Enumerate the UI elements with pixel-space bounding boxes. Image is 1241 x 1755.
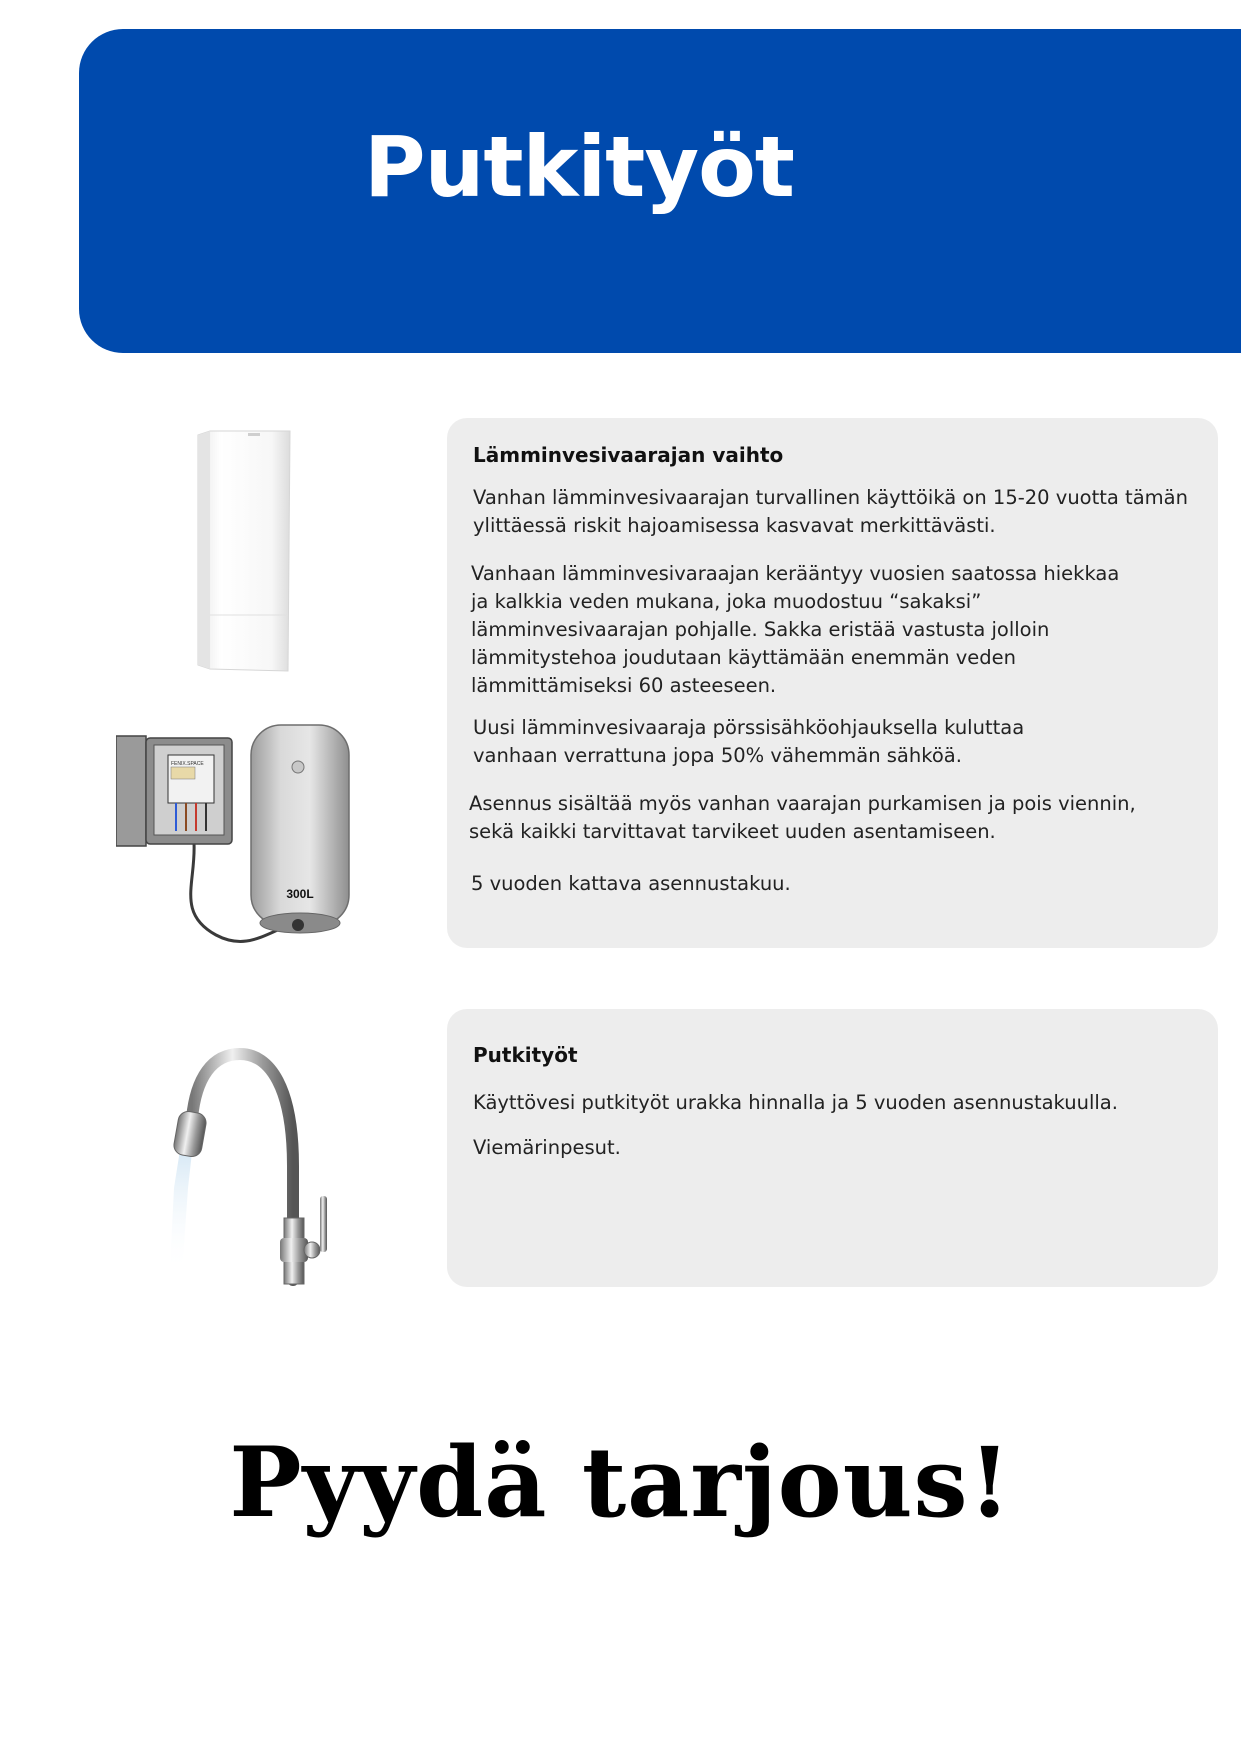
page-title: Putkityöt: [364, 118, 794, 216]
controller-label: FENIX.SPACE: [171, 761, 204, 767]
card-paragraph: Asennus sisältää myös vanhan vaarajan purkamisen ja pois viennin, sekä kaikki tarvittavat tarvikeet uuden asentamiseen.: [469, 792, 1136, 843]
faucet-image: [160, 1048, 350, 1288]
boiler-with-controller-image: [116, 723, 351, 948]
card-paragraph: Käyttövesi putkityöt urakka hinnalla ja 5 vuoden asennustakuulla.: [473, 1091, 1118, 1114]
boiler-capacity-label: 300L: [286, 887, 314, 901]
card-title: Putkityöt: [473, 1043, 578, 1067]
card-plumbing: [447, 1009, 1218, 1287]
card-title: Lämminvesivaarajan vaihto: [473, 443, 784, 467]
header-banner: [79, 29, 1241, 353]
card-paragraph: Viemärinpesut.: [473, 1136, 621, 1159]
water-heater-image: [190, 425, 300, 675]
card-paragraph: 5 vuoden kattava asennustakuu.: [471, 872, 791, 895]
card-paragraph: Vanhan lämminvesivaarajan turvallinen käyttöikä on 15-20 vuotta tämän ylittäessä riskit hajoamisessa kasvavat merkittävästi.: [473, 486, 1188, 537]
call-to-action-heading: Pyydä tarjous!: [229, 1426, 1012, 1539]
card-paragraph: Vanhaan lämminvesivaraajan kerääntyy vuosien saatossa hiekkaa ja kalkkia veden mukana, joka muodostuu “sakaksi” lämminvesivaarajan pohjalle. Sakka eristää vastusta jolloin lämmitystehoa joudutaan käyttämään enemmän veden lämmittämiseksi 60 asteeseen.: [471, 562, 1120, 697]
card-paragraph: Uusi lämminvesivaaraja pörssisähköohjauksella kuluttaa vanhaan verrattuna jopa 50% vähemmän sähköä.: [473, 716, 1025, 767]
card-water-heater-replacement: [447, 418, 1218, 948]
